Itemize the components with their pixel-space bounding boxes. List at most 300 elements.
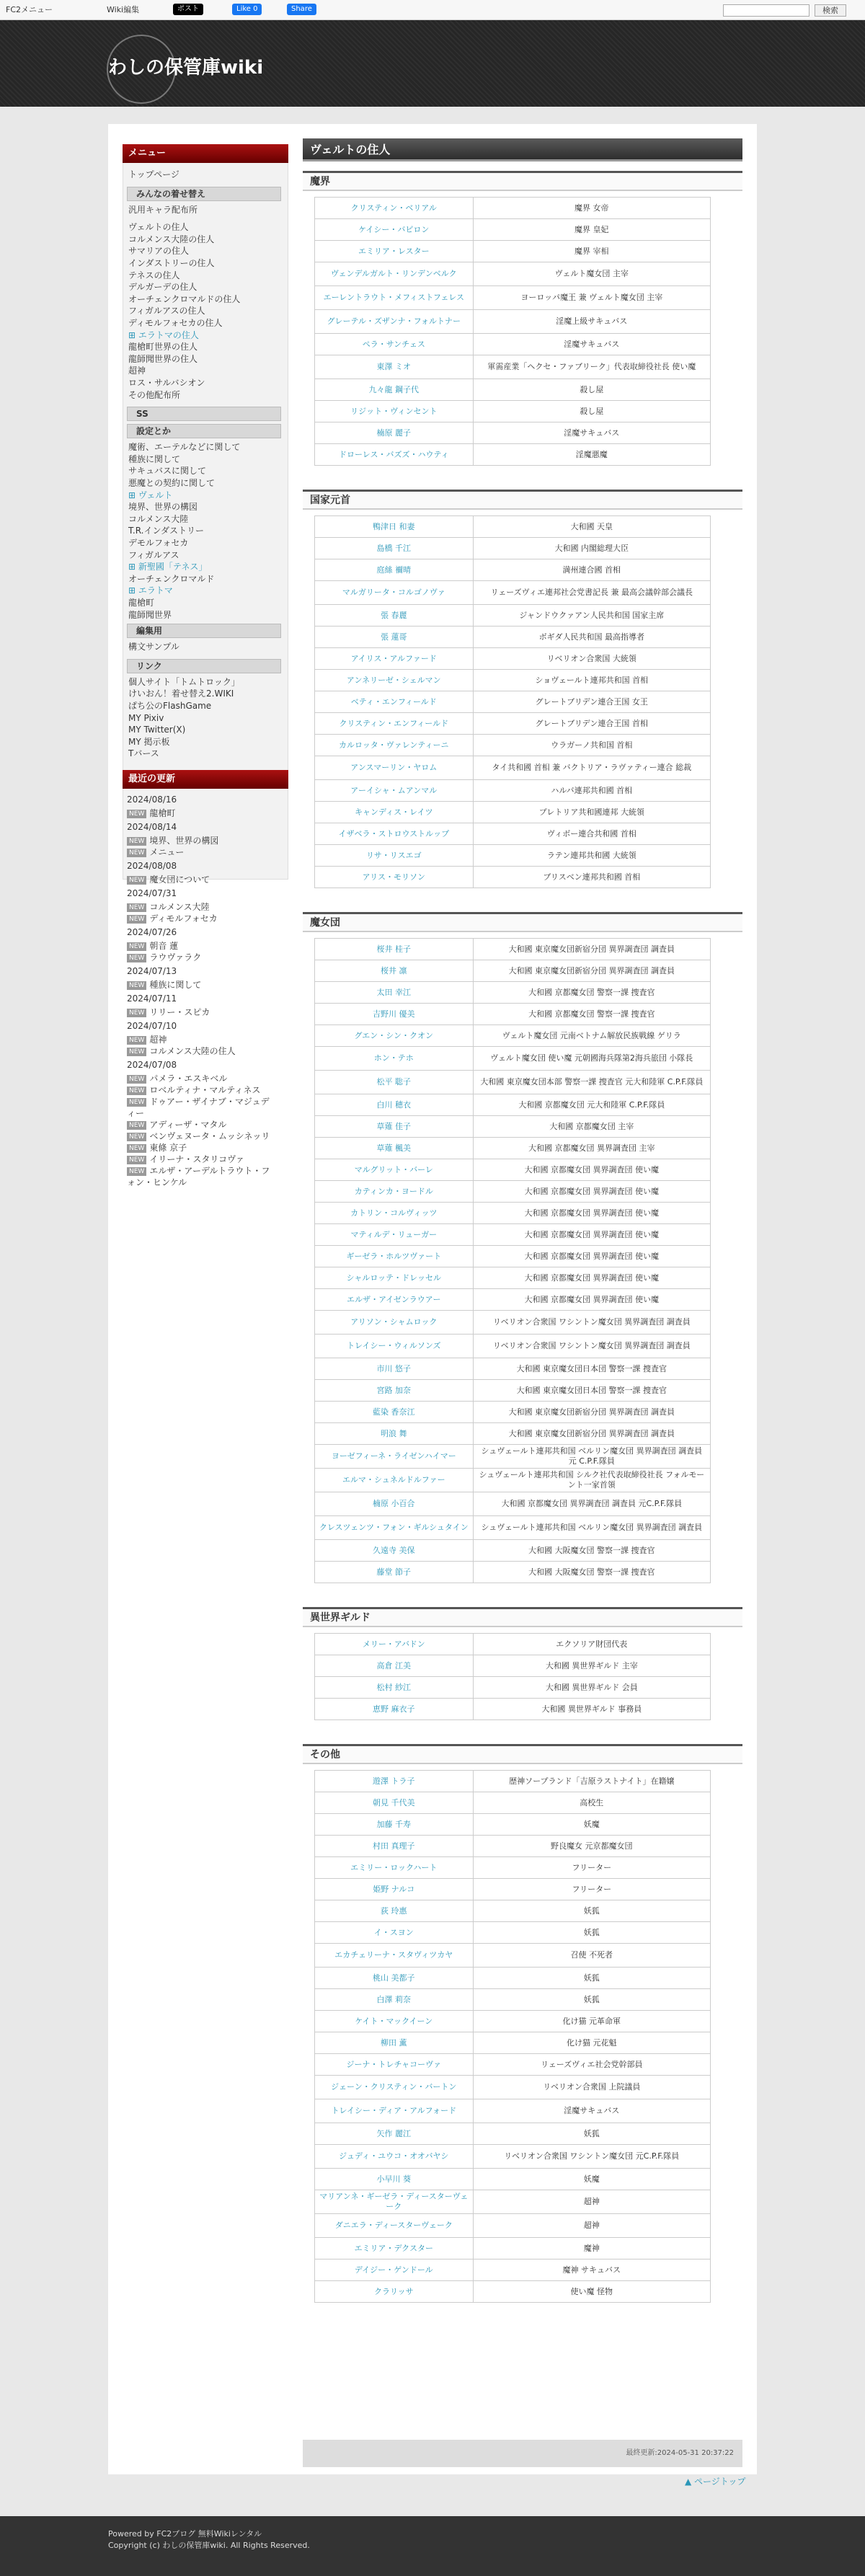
character-name[interactable]: ギーゼラ・ホルツヴァート [315,1246,474,1267]
menu-header: メニュー [123,144,288,163]
character-role: フリーター [473,1879,710,1900]
character-role: シュヴェールト連邦共和国 ベルリン魔女団 異界調査団 調査員 [473,1516,710,1540]
recent-page[interactable]: メニュー [149,847,185,857]
table-row [315,1181,711,1203]
world-item[interactable]: ヴェルトの住人 [128,222,189,233]
character-name[interactable]: 加藤 千寿 [315,1814,474,1836]
table-row [315,845,711,867]
world-item[interactable]: コルメンス大陸の住人 [128,234,215,244]
character-name[interactable]: トレイシー・ウィルソンズ [315,1335,474,1358]
edit-item[interactable]: 構文サンプル [128,642,179,652]
table-row [315,2169,711,2190]
character-name[interactable]: エルザ・アイゼンラウアー [315,1289,474,1311]
page-top-link[interactable]: ▲ ページトップ [685,2477,746,2487]
recent-page[interactable]: ディモルフォセカ [149,913,218,924]
table-row [315,1814,711,1836]
table-row [315,713,711,735]
character-role: 魔界 皇妃 [473,219,710,241]
settings-item[interactable]: ⊞ エラトマ [128,585,173,596]
character-role: 妖狐 [473,1900,710,1922]
recent-page[interactable]: 種族に関して [149,980,202,990]
table-row [315,2214,711,2238]
character-role: 妖魔 [473,1814,710,1836]
section-heading: 国家元首 [303,490,742,510]
recent-page[interactable]: ラウヴァラク [149,952,202,962]
table-row [315,1922,711,1944]
character-role: シュヴェールト連邦共和国 シルク社代表取締役社長 フォルモーント一家首領 [473,1469,710,1492]
edit-header: 編集用 [127,624,281,638]
recent-page[interactable]: コルメンス大陸の住人 [149,1046,236,1056]
character-name[interactable]: 村田 真理子 [315,1836,474,1857]
recent-page[interactable]: ドゥアー・ザイナブ・マジュディー [127,1097,270,1118]
table-row [315,516,711,538]
settings-header: 設定とか [127,424,281,438]
new-badge: NEW [127,954,146,962]
site-title[interactable]: わしの保管庫wiki [108,57,264,79]
character-role: 大和國 異世界ギルド 主宰 [473,1655,710,1677]
character-name[interactable]: 恵野 麻衣子 [315,1699,474,1720]
character-role: 大和國 東京魔女団新宿分団 異界調査団 調査員 [473,1402,710,1423]
character-name[interactable]: 宮路 加奈 [315,1380,474,1402]
character-role: 大和國 東京魔女団新宿分団 異界調査団 調査員 [473,939,710,960]
recent-item[interactable] [127,1165,275,1188]
site-banner [0,20,865,107]
table-row [315,939,711,960]
new-badge: NEW [127,1086,146,1095]
table-row [315,1879,711,1900]
character-role: 魔神 [473,2238,710,2259]
recent-page[interactable]: 超神 [149,1035,167,1045]
recent-item[interactable] [127,1045,275,1057]
links-item[interactable]: けいおん！着せ替え2.WIKI [128,689,234,699]
character-name[interactable]: カトリン・コルヴィッツ [315,1203,474,1224]
settings-item[interactable]: コルメンス大陸 [128,513,189,524]
world-item[interactable]: サマリアの住人 [128,246,190,257]
recent-item[interactable] [127,807,275,819]
character-role: 大和國 大阪魔女団 警察一課 捜査官 [473,1540,710,1562]
character-role: 大和國 京都魔女団 異界調査団 使い魔 [473,1181,710,1203]
recent-page[interactable]: コルメンス大陸 [149,902,210,912]
character-name[interactable]: 矢作 麗江 [315,2123,474,2145]
character-role: ヴェルト魔女団 元南ベトナム解放民族戦線 ゲリラ [473,1025,710,1047]
settings-item[interactable]: サキュバスに関して [128,466,207,477]
table-row [315,2259,711,2281]
character-name[interactable]: クレスツェンツ・フォン・ギルシュタイン [315,1516,474,1540]
table-row [315,2281,711,2303]
character-role: 大和國 京都魔女団 異界調査団 使い魔 [473,1224,710,1246]
character-name[interactable]: 白澤 莉奈 [315,1989,474,2011]
table-row [315,334,711,355]
table-row [315,379,711,401]
table-row [315,1516,711,1540]
world-item[interactable]: 龍師聞世界の住人 [128,353,198,364]
recent-date: 2024/08/14 [127,822,177,832]
character-role: 化け猫 元革命軍 [473,2011,710,2032]
character-name[interactable]: イ・スヨン [315,1922,474,1944]
character-role: ヴェルト魔女団 主宰 [473,262,710,286]
table-row [315,1836,711,1857]
character-name[interactable]: 草薙 佳子 [315,1116,474,1138]
world-item[interactable]: デルガーデの住人 [128,282,198,293]
character-name[interactable]: 朝見 千代美 [315,1792,474,1814]
character-name[interactable]: アンスマーリン・ヤロム [315,756,474,780]
recent-page[interactable]: パメラ・エスキベル [149,1074,228,1084]
character-role: 妖魔 [473,2169,710,2190]
recent-date: 2024/07/31 [127,888,177,898]
character-name[interactable]: カルロッタ・ヴァレンティーニ [315,735,474,756]
character-role: ラテン連邦共和國 大統領 [473,845,710,867]
character-role: 超神 [473,2214,710,2238]
recent-page[interactable]: アディーザ・マタル [149,1120,227,1130]
table-row [315,670,711,691]
character-name[interactable]: 太田 幸江 [315,982,474,1004]
character-name[interactable]: ヨーゼフィーネ・ライゼンハイマー [315,1445,474,1469]
powered-by[interactable]: Powered by FC2ブログ 無料Wikiレンタル [108,2529,262,2539]
section-heading: 異世界ギルド [303,1607,742,1627]
character-role: 満州連合國 首相 [473,559,710,581]
world-item[interactable]: ⊞ エラトマの住人 [128,329,199,340]
character-role: リェーズヴィエ社会党幹部員 [473,2054,710,2076]
character-name[interactable]: 鴨津日 和妻 [315,516,474,538]
links-item[interactable]: MY Pixiv [128,712,164,723]
character-name[interactable]: アリソン・シャムロック [315,1311,474,1335]
new-badge: NEW [127,981,146,990]
recent-item[interactable] [127,940,275,952]
table-row [315,1989,711,2011]
settings-item[interactable]: フィガルアス [128,549,179,560]
character-role: リベリオン合衆国 ワシントン魔女団 異界調査団 調査員 [473,1335,710,1358]
table-row [315,756,711,780]
character-name[interactable]: ジーナ・トレチャコーヴァ [315,2054,474,2076]
new-badge: NEW [127,837,146,846]
recent-page[interactable]: リリー・スピカ [149,1007,210,1017]
character-role: 魔神 サキュバス [473,2259,710,2281]
character-role: 化け猫 元花魁 [473,2032,710,2054]
table-row [315,2123,711,2145]
recent-item[interactable] [127,846,275,858]
recent-item[interactable] [127,979,275,991]
table-row [315,1540,711,1562]
recent-page[interactable]: 朝音 蓮 [149,941,179,951]
recent-item[interactable] [127,835,275,846]
character-name[interactable]: エミリア・レスター [315,241,474,262]
table-row [315,1311,711,1335]
character-name[interactable]: 九々龍 鋼子代 [315,379,474,401]
character-name[interactable]: アンネリーゼ・シェルマン [315,670,474,691]
character-name[interactable]: 白川 穂衣 [315,1094,474,1116]
character-name[interactable]: 桜井 凛 [315,960,474,982]
character-role: 殺し屋 [473,379,710,401]
character-role: 殺し屋 [473,401,710,422]
links-item[interactable]: MY 掲示板 [128,736,170,747]
new-badge: NEW [127,1121,146,1130]
recent-item[interactable] [127,901,275,913]
character-role: 大和國 東京魔女団本部 警察一課 捜査官 元大和陸軍 C.P.F.隊員 [473,1071,710,1094]
search-button[interactable]: 検索 [815,4,846,17]
character-role: フリーター [473,1857,710,1879]
share-button[interactable]: Share [287,4,316,15]
recent-page[interactable]: エルザ・アーデルトラウト・フォン・ヒンケル [127,1166,270,1187]
new-badge: NEW [127,1167,146,1176]
character-name[interactable]: マルガリータ・コルゴノヴァ [315,581,474,605]
character-name[interactable]: ホン・テホ [315,1047,474,1071]
x-post-button[interactable]: ポスト [173,4,203,15]
fc2-menu[interactable]: FC2メニュー [6,5,53,14]
table-row [315,691,711,713]
character-name[interactable]: 久遠寺 美保 [315,1540,474,1562]
table-row [315,823,711,845]
table-row [315,802,711,823]
character-name[interactable]: キャンディス・レイツ [315,802,474,823]
character-name[interactable]: 草薙 楓美 [315,1138,474,1159]
table-row [315,1094,711,1116]
table-row [315,401,711,422]
links-item[interactable]: MY Twitter(X) [128,725,186,735]
character-name[interactable]: エカチェリーナ・スタヴィツカヤ [315,1944,474,1968]
recent-page[interactable]: イリーナ・スタリコヴァ [149,1154,244,1164]
table-row [315,198,711,219]
settings-item[interactable]: 悪魔との契約に関して [128,478,216,488]
table-row [315,355,711,379]
character-name[interactable]: シャルロッテ・ドレッセル [315,1267,474,1289]
table-row [315,2011,711,2032]
character-name[interactable]: 高倉 江美 [315,1655,474,1677]
table-row [315,1445,711,1469]
character-name[interactable]: 市川 悠子 [315,1358,474,1380]
character-name[interactable]: ケイト・マックイーン [315,2011,474,2032]
settings-item[interactable]: 龍師聞世界 [128,609,172,620]
character-role: 大和國 東京魔女団新宿分団 異界調査団 調査員 [473,960,710,982]
world-item[interactable]: テネスの住人 [128,270,180,280]
character-name[interactable]: ジュディ・ユウコ・オオバヤシ [315,2145,474,2169]
world-item[interactable]: 龍槍町世界の住人 [128,342,198,353]
character-name[interactable]: アーイシャ・ムアンマル [315,780,474,802]
recent-date: 2024/07/11 [127,993,177,1004]
character-name[interactable]: リジット・ヴィンセント [315,401,474,422]
recent-page[interactable]: ベンヴェヌータ・ムッシネッリ [149,1131,270,1141]
settings-item[interactable]: 龍槍町 [128,598,155,608]
table-row [315,241,711,262]
character-table [314,938,711,1583]
table-row [315,1004,711,1025]
new-badge: NEW [127,1009,146,1017]
recent-date: 2024/08/08 [127,861,177,871]
settings-item[interactable]: ⊞ 新聖國「テネス」 [128,562,208,572]
character-name[interactable]: クラリッサ [315,2281,474,2303]
dressup-item[interactable]: 汎用キャラ配布所 [128,204,198,215]
table-row [315,1071,711,1094]
character-name[interactable]: ダニエラ・ディースターヴェーク [315,2214,474,2238]
table-row [315,648,711,670]
recent-item[interactable] [127,952,275,963]
character-name[interactable]: 遊澤 トラ子 [315,1771,474,1792]
table-row [315,2238,711,2259]
table-row [315,1423,711,1445]
character-name[interactable]: メリー・アバドン [315,1634,474,1655]
links-item[interactable]: ぱち公のFlashGame [128,701,212,711]
world-item[interactable]: ディモルフォセカの住人 [128,318,223,328]
character-role: 妖狐 [473,2123,710,2145]
settings-item[interactable]: デモルフォセカ [128,538,189,548]
settings-item[interactable]: 魔術、エーテルなどに関して [128,442,241,453]
character-name[interactable]: 姫野 ナルコ [315,1879,474,1900]
character-name[interactable]: ベティ・エンフィールド [315,691,474,713]
recent-date: 2024/07/26 [127,927,177,937]
recent-item[interactable] [127,874,275,885]
character-name[interactable]: エミリー・ロックハート [315,1857,474,1879]
top-toolbar [0,0,865,20]
table-row [315,1655,711,1677]
character-role: 大和國 京都魔女団 警察一課 捜査官 [473,1004,710,1025]
new-badge: NEW [127,1098,146,1107]
character-role: リベリオン合衆国 上院議員 [473,2076,710,2099]
recent-page[interactable]: 境界、世界の構図 [149,836,219,846]
character-name[interactable]: エミリア・デクスター [315,2238,474,2259]
world-item[interactable]: 超神 [128,366,146,376]
recent-item[interactable] [127,1154,275,1165]
table-row [315,2054,711,2076]
section-heading: 魔女団 [303,912,742,932]
settings-item[interactable]: 境界、世界の構図 [128,502,198,513]
recent-page[interactable]: 東條 京子 [149,1143,187,1153]
recent-item[interactable] [127,1073,275,1084]
character-name[interactable]: カティンカ・ヨードル [315,1181,474,1203]
character-role: 大和國 大阪魔女団 警察一課 捜査官 [473,1562,710,1583]
character-name[interactable]: ケイシー・バビロン [315,219,474,241]
character-name[interactable]: 藤堂 節子 [315,1562,474,1583]
settings-item[interactable]: 種族に関して [128,453,181,464]
character-role: ウラガーノ共和国 首相 [473,735,710,756]
world-item[interactable]: その他配布所 [128,389,181,400]
recent-page[interactable]: 龍槍町 [149,808,176,818]
character-name[interactable]: 松平 聡子 [315,1071,474,1094]
character-name[interactable]: デイジー・ゲンドール [315,2259,474,2281]
table-row [315,1267,711,1289]
world-item[interactable]: フィガルアスの住人 [128,306,205,317]
character-name[interactable]: 荻 玲惠 [315,1900,474,1922]
character-role: リベリオン合衆国 ワシントン魔女団 元C.P.F.隊員 [473,2145,710,2169]
table-row [315,1792,711,1814]
character-name[interactable]: マティルデ・リューガー [315,1224,474,1246]
recent-item[interactable] [127,1034,275,1045]
table-row [315,581,711,605]
page-top-label[interactable]: ページトップ [694,2477,746,2487]
character-name[interactable]: リサ・リスエゴ [315,845,474,867]
search-input[interactable] [723,4,809,17]
character-role: 大和國 東京魔女団日本団 警察一課 捜査官 [473,1358,710,1380]
character-name[interactable]: 桃山 美都子 [315,1968,474,1989]
table-row [315,2190,711,2214]
recent-item[interactable] [127,1006,275,1018]
recent-date: 2024/07/08 [127,1060,177,1070]
table-row [315,735,711,756]
character-name[interactable]: 島橋 千江 [315,538,474,559]
recent-item[interactable] [127,1130,275,1142]
character-name[interactable]: 張 春麗 [315,605,474,627]
character-name[interactable]: ヴェンデルガルト・リンデンベルク [315,262,474,286]
character-name[interactable]: グレーテル・ズザンナ・フォルトナー [315,310,474,334]
table-row [315,1771,711,1792]
character-name[interactable]: アイリス・アルファード [315,648,474,670]
character-name[interactable]: トレイシー・ディア・アルフォード [315,2099,474,2123]
character-name[interactable]: 桜井 桂子 [315,939,474,960]
table-row [315,1159,711,1181]
character-name[interactable]: イザベラ・ストロウストルップ [315,823,474,845]
recent-item[interactable] [127,1119,275,1130]
character-name[interactable]: ペラ・サンチェス [315,334,474,355]
recent-page[interactable]: 魔女団について [149,875,210,885]
character-name[interactable]: マルグリット・バーレ [315,1159,474,1181]
table-row [315,960,711,982]
character-name[interactable]: 吉野川 優美 [315,1004,474,1025]
character-name[interactable]: エルマ・シュネルドルファー [315,1469,474,1492]
character-role: ヨーロッパ魔王 兼 ヴェルト魔女団 主宰 [473,286,710,310]
character-name[interactable]: 庭絲 禰晴 [315,559,474,581]
recent-page[interactable]: ロベルティナ・マルティネス [149,1085,261,1095]
character-name[interactable]: 柳田 薫 [315,2032,474,2054]
character-name[interactable]: 松村 紗江 [315,1677,474,1699]
world-item[interactable]: インダストリーの住人 [128,258,215,268]
like-button[interactable]: Like 0 [232,4,262,15]
character-name[interactable]: 張 蓮哥 [315,627,474,648]
recent-item[interactable] [127,1142,275,1154]
character-name[interactable]: 明浪 舞 [315,1423,474,1445]
world-item[interactable]: オーチェンクロマルドの住人 [128,293,241,304]
links-header: リンク [127,659,281,673]
character-name[interactable]: グエン・シン・クオン [315,1025,474,1047]
table-row [315,2099,711,2123]
top-page-link[interactable]: トップページ [128,169,179,180]
settings-item[interactable]: T.R.インダストリー [128,526,204,536]
character-name[interactable]: アリス・モリソン [315,867,474,888]
table-row [315,1380,711,1402]
settings-item[interactable]: ⊞ ヴェルト [128,490,173,500]
character-role: リベリオン合衆国 ワシントン魔女団 異界調査団 調査員 [473,1311,710,1335]
character-name[interactable]: エーレントラウト・メフィストフェレス [315,286,474,310]
character-name[interactable]: 楠原 小百合 [315,1492,474,1516]
links-item[interactable]: 個人サイト「トムトロック」 [128,676,240,687]
character-name[interactable]: クリスティン・ベリアル [315,198,474,219]
character-name[interactable]: ドローレス・バズズ・ハウティ [315,444,474,466]
table-row [315,1492,711,1516]
character-name[interactable]: 藍染 香奈江 [315,1402,474,1423]
settings-item[interactable]: オーチェンクロマルド [128,573,215,584]
recent-item[interactable] [127,913,275,924]
character-role: 淫魔サキュバス [473,334,710,355]
links-item[interactable]: Tバース [128,748,159,759]
character-name[interactable]: マリアンネ・ギーゼラ・ディースターヴェーク [315,2190,474,2214]
character-role: 大和國 京都魔女団 異界調査団 使い魔 [473,1246,710,1267]
table-row [315,219,711,241]
table-row [315,1968,711,1989]
character-role: リベリオン合衆国 大統領 [473,648,710,670]
page-title: ヴェルトの住人 [303,138,742,161]
recent-item[interactable] [127,1084,275,1096]
table-row [315,422,711,444]
recent-item[interactable] [127,1096,275,1119]
character-name[interactable]: ジェーン・クリスティン・バートン [315,2076,474,2099]
table-row [315,1402,711,1423]
character-name[interactable]: クリスティン・エンフィールド [315,713,474,735]
character-name[interactable]: 東澤 ミオ [315,355,474,379]
wiki-edit-link[interactable]: Wiki編集 [107,5,140,14]
character-role: 召使 不死者 [473,1944,710,1968]
character-role: 淫魔上級サキュバス [473,310,710,334]
character-name[interactable]: 小早川 葵 [315,2169,474,2190]
world-item[interactable]: ロス・サルバシオン [128,378,205,388]
character-name[interactable]: 楠原 麗子 [315,422,474,444]
recent-date: 2024/07/10 [127,1021,177,1031]
